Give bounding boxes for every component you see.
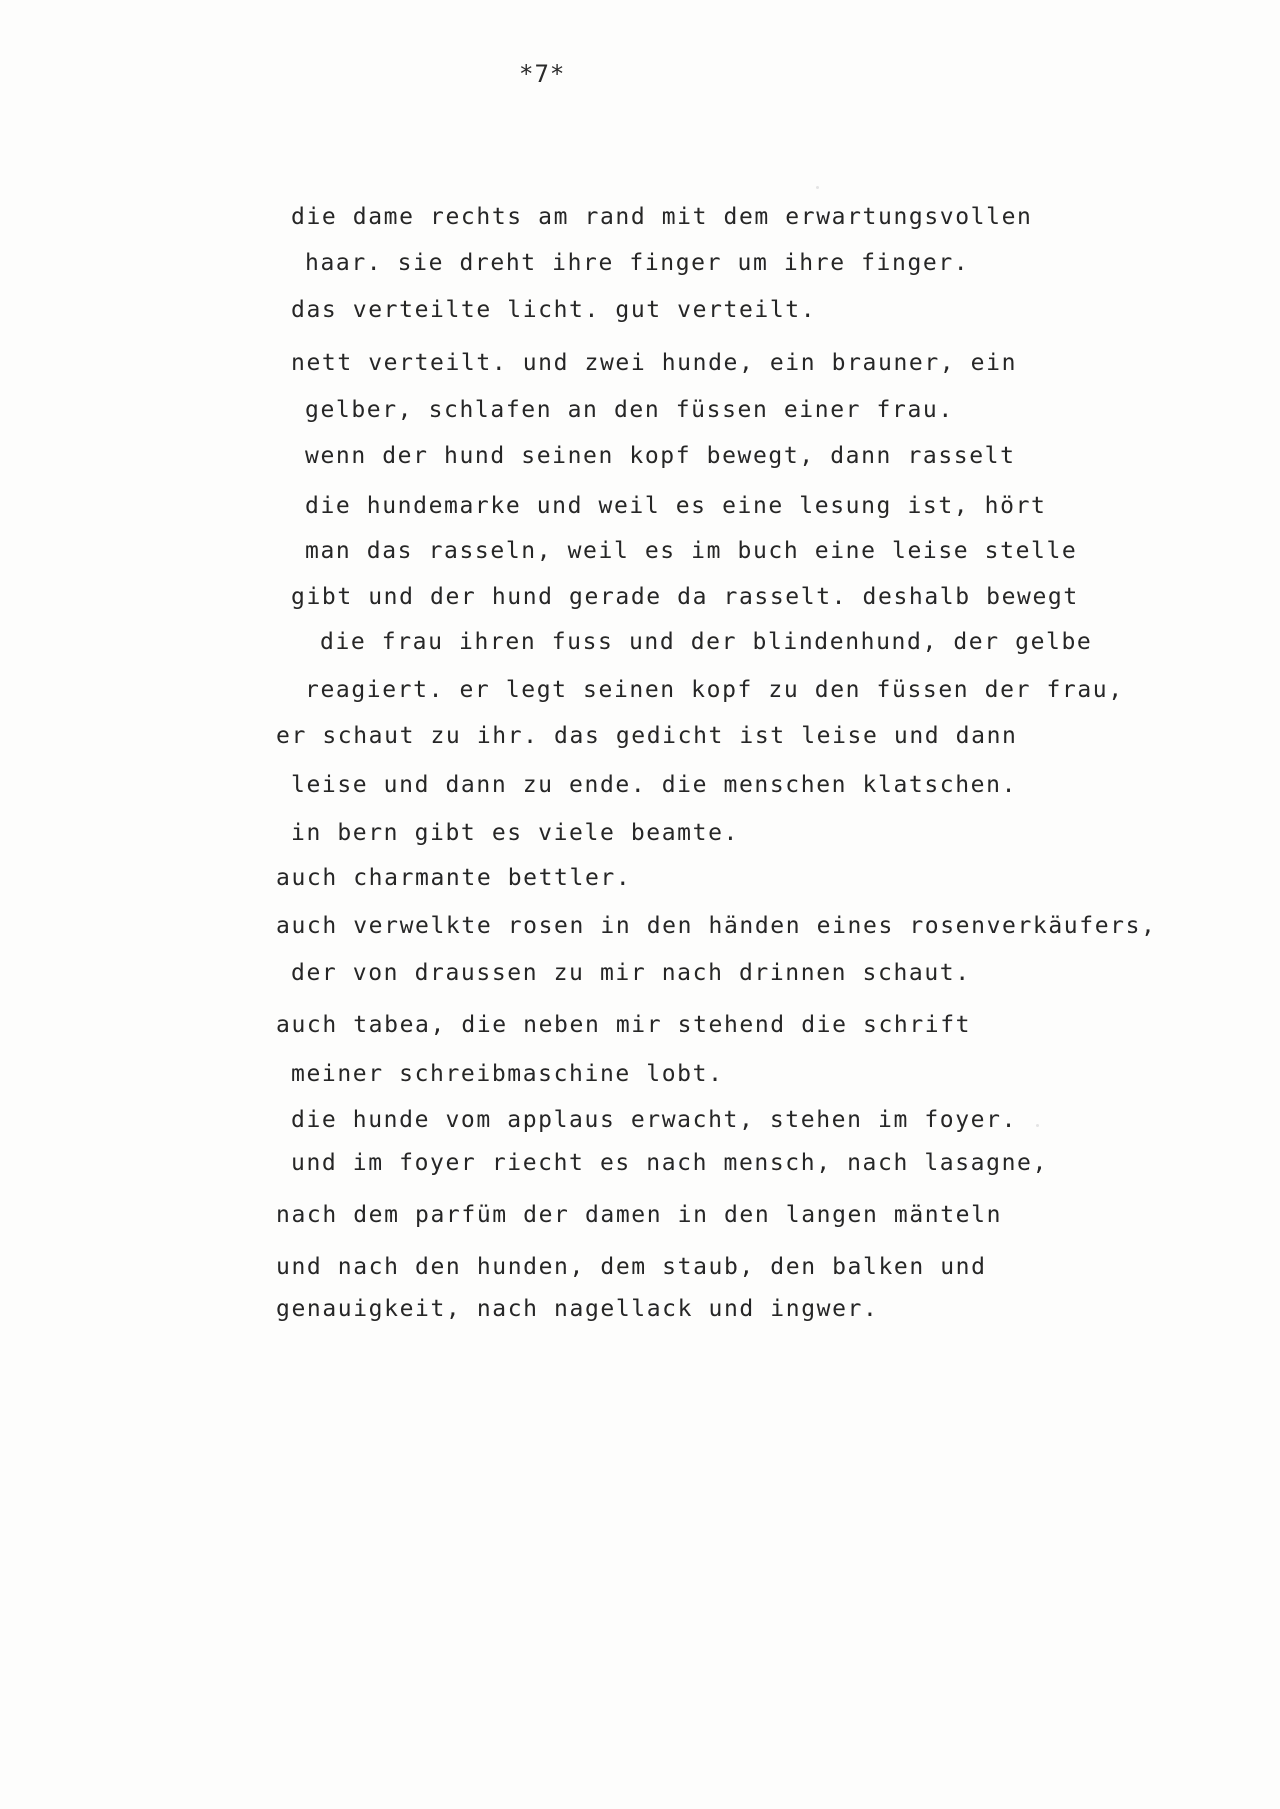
text-line: auch verwelkte rosen in den händen eines rosenverkäufers, <box>276 913 1157 939</box>
text-line: genauigkeit, nach nagellack und ingwer. <box>276 1296 879 1322</box>
text-line: die hunde vom applaus erwacht, stehen im foyer. <box>291 1107 1018 1133</box>
text-line: reagiert. er legt seinen kopf zu den füssen der frau, <box>305 677 1124 703</box>
text-line: die frau ihren fuss und der blindenhund, der gelbe <box>320 629 1093 655</box>
text-line: er schaut zu ihr. das gedicht ist leise und dann <box>276 723 1018 749</box>
text-line: nett verteilt. und zwei hunde, ein brauner, ein <box>291 350 1018 376</box>
text-line: in bern gibt es viele beamte. <box>291 820 739 846</box>
text-line: man das rasseln, weil es im buch eine leise stelle <box>305 538 1078 564</box>
page-number: *7* <box>519 60 566 88</box>
text-line: gelber, schlafen an den füssen einer frau. <box>305 397 954 423</box>
text-line: der von draussen zu mir nach drinnen schaut. <box>291 960 971 986</box>
text-line: die hundemarke und weil es eine lesung ist, hört <box>305 493 1047 519</box>
text-line: und nach den hunden, dem staub, den balken und <box>276 1254 987 1280</box>
text-line: auch tabea, die neben mir stehend die schrift <box>276 1012 972 1038</box>
text-line: das verteilte licht. gut verteilt. <box>291 297 817 323</box>
text-line: haar. sie dreht ihre finger um ihre finger. <box>305 250 970 276</box>
paper-speck <box>816 186 819 189</box>
text-line: die dame rechts am rand mit dem erwartungsvollen <box>291 204 1033 230</box>
text-line: gibt und der hund gerade da rasselt. deshalb bewegt <box>291 584 1079 610</box>
text-line: meiner schreibmaschine lobt. <box>291 1061 724 1087</box>
text-line: und im foyer riecht es nach mensch, nach lasagne, <box>291 1150 1048 1176</box>
text-line: wenn der hund seinen kopf bewegt, dann rasselt <box>305 443 1016 469</box>
text-line: nach dem parfüm der damen in den langen mänteln <box>276 1202 1003 1228</box>
text-line: leise und dann zu ende. die menschen klatschen. <box>291 772 1018 798</box>
paper-speck <box>1036 1124 1039 1127</box>
text-line: auch charmante bettler. <box>276 865 632 891</box>
